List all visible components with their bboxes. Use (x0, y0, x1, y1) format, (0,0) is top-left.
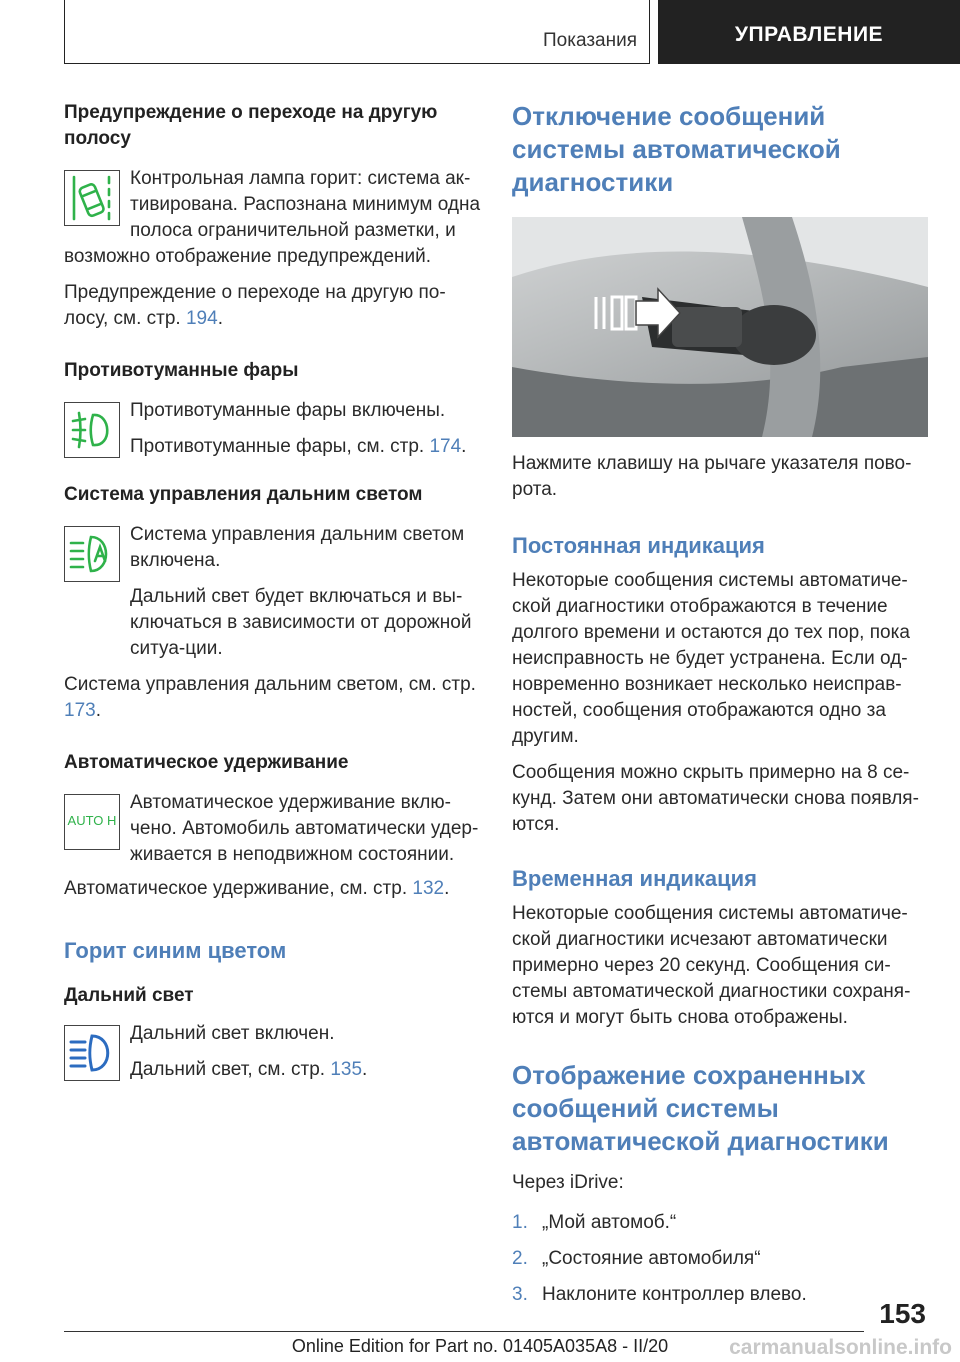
step-item: 2. „Состояние автомобиля“ (512, 1248, 761, 1269)
blue-section-heading: Горит синим цветом (64, 938, 287, 963)
steps-list (512, 1210, 932, 1308)
permanent-heading: Постоянная индикация (512, 533, 765, 558)
autohold-block (64, 790, 484, 868)
temporary-heading: Временная индикация (512, 866, 757, 891)
section-title: Показания (543, 30, 637, 51)
lane-heading: Предупреждение о переходе на другую полосу (64, 102, 438, 149)
right-title: Отключение сообщений системы автоматической диагностики (512, 101, 841, 197)
high-beam-text: Дальний свет включен. (130, 1023, 335, 1044)
left-column (64, 100, 484, 1083)
highbeam-assist-block (64, 522, 484, 662)
fog-block (64, 398, 484, 460)
highbeam-assist-ref: Система управления дальним светом, см. стр. 173. (64, 674, 476, 721)
turn-signal-lever-photo (512, 217, 928, 437)
highbeam-assist-text: Система управления дальним светом включена. (130, 524, 465, 571)
high-beam-block (64, 1021, 484, 1083)
fog-ref: Противотуманные фары, см. стр. 174. (130, 436, 467, 457)
edition-note: Online Edition for Part no. 01405A035A8 - II/20 (291, 1336, 669, 1356)
high-beam-heading: Дальний свет (64, 985, 194, 1006)
step-item: 3. Наклоните контроллер влево. (512, 1284, 807, 1305)
page-number: 153 (879, 1298, 926, 1329)
autohold-heading: Автоматическое удерживание (64, 752, 349, 773)
watermark: carmanualsonline.info (729, 1336, 952, 1359)
lane-page-link[interactable]: 194 (185, 308, 218, 329)
highbeam-assist-heading: Система управления дальним светом (64, 484, 423, 505)
footer-divider (64, 1331, 864, 1332)
lane-text-cont: возможно отображение предупреждений. (64, 246, 432, 267)
high-beam-page-link[interactable]: 135 (330, 1059, 363, 1080)
fog-heading: Противотуманные фары (64, 360, 299, 381)
highbeam-assist-page-link[interactable]: 173 (64, 700, 96, 721)
high-beam-icon (64, 1025, 120, 1081)
high-beam-ref: Дальний свет, см. стр. 135. (130, 1059, 368, 1080)
step-item: 1. „Мой автомоб.“ (512, 1212, 677, 1233)
stored-heading: Отображение сохраненных сообщений системы автоматической диагностики (512, 1060, 889, 1156)
permanent-text: Некоторые сообщения системы автоматиче-ской диагностики отображаются в течение долгого времени и остаются до тех пор, пока неисправность не будет устранена. Если од-новременно возникает несколько неисправ-ностей, сообщения отображаются одно за другим. (512, 570, 910, 747)
autohold-text: Автоматическое удерживание вклю-чено. Автомобиль автоматически удер-живается в неподвижном состоянии. (130, 792, 479, 865)
lane-ref: Предупреждение о переходе на другую по-лосу, см. стр. 194. (64, 282, 446, 329)
fog-page-link[interactable]: 174 (429, 436, 462, 457)
right-column (512, 100, 932, 1308)
chapter-tab: УПРАВЛЕНИЕ (658, 0, 960, 64)
fog-light-icon (64, 402, 120, 458)
autohold-ref: Автоматическое удерживание, см. стр. 132. (64, 878, 450, 899)
stored-intro: Через iDrive: (512, 1172, 624, 1193)
lane-departure-icon (64, 170, 120, 226)
header-frame (64, 0, 650, 64)
lane-text: Контрольная лампа горит: система ак-тивирована. Распознана минимум одна полоса ограничительной разметки, и (130, 168, 481, 241)
photo-caption: Нажмите клавишу на рычаге указателя пово-рота. (512, 453, 912, 500)
fog-text: Противотуманные фары включены. (130, 400, 446, 421)
lane-block (64, 166, 484, 244)
auto-hold-icon: AUTO H (64, 794, 120, 850)
permanent-text2: Сообщения можно скрыть примерно на 8 се-кунд. Затем они автоматически снова появля-ются. (512, 762, 919, 835)
temporary-text: Некоторые сообщения системы автоматиче-ской диагностики исчезают автоматически примерно через 20 секунд. Сообщения си-стемы автоматической диагностики сохраня-ются и могут быть снова отображены. (512, 903, 911, 1028)
highbeam-assist-text2: Дальний свет будет включаться и вы-ключаться в зависимости от дорожной ситуа-ции. (130, 586, 472, 659)
high-beam-assist-icon (64, 526, 120, 582)
autohold-page-link[interactable]: 132 (412, 878, 445, 899)
